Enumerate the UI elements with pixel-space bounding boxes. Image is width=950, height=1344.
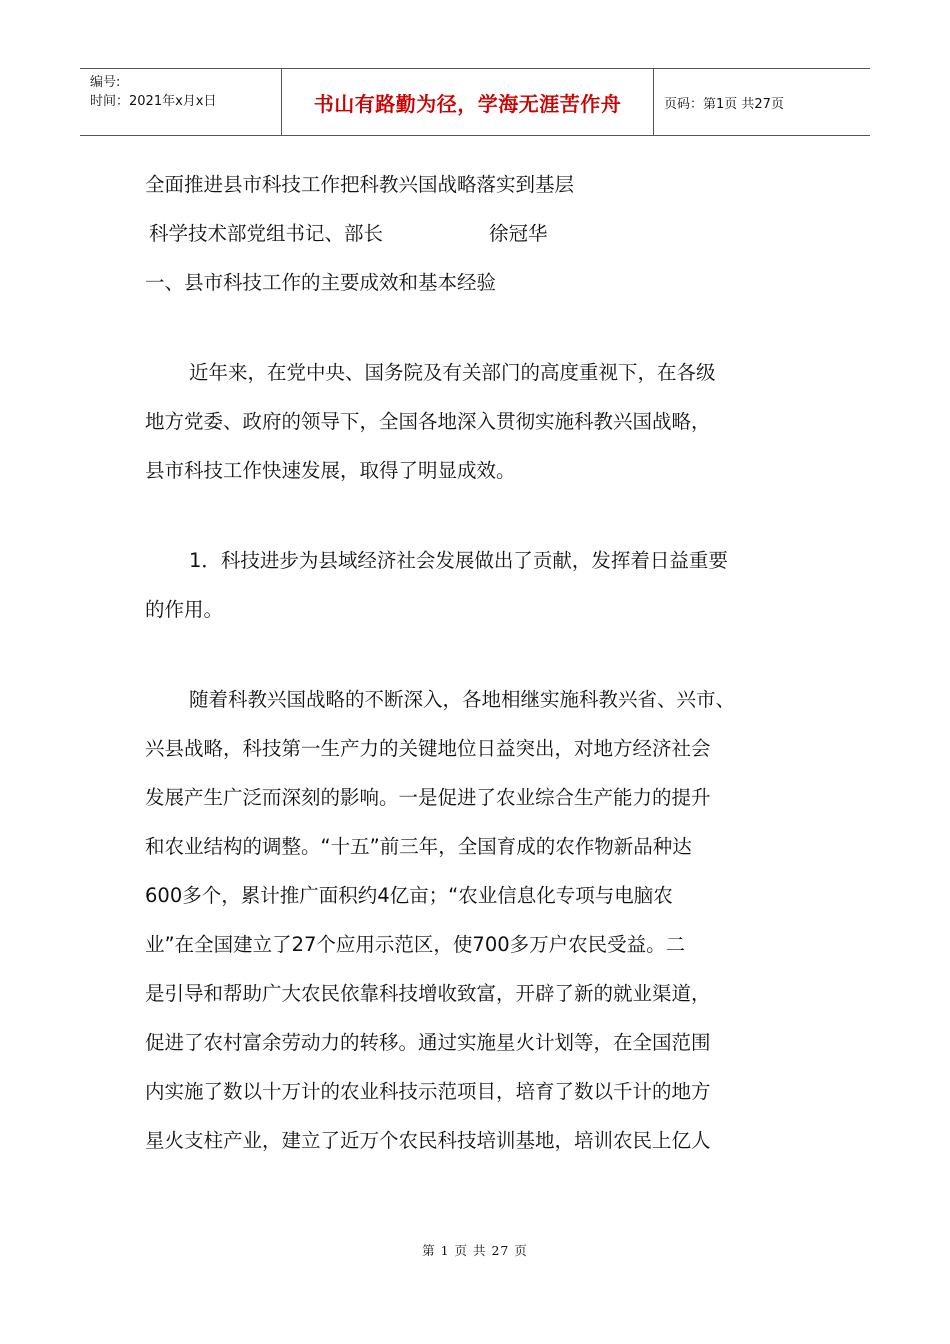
paragraph-line: 和农业结构的调整。“十五”前三年，全国育成的农作物新品种达 [145,835,692,858]
paragraph-line: 星火支柱产业，建立了近万个农民科技培训基地，培训农民上亿人 [145,1129,711,1152]
paragraph-gap [145,634,815,675]
paragraph-line: 内实施了数以十万计的农业科技示范项目，培育了数以千计的地方 [145,1080,711,1103]
paragraph-line: 600多个，累计推广面积约4亿亩；“农业信息化专项与电脑农 [145,884,673,907]
header-page-info: 页码：第1页 共27页 [664,96,784,112]
author-role: 科学技术部党组书记、部长 [149,222,384,245]
paragraph-line: 的作用。 [145,598,224,621]
author-line [145,209,815,258]
header-meta-cell [80,69,282,135]
paragraph-line: 县市科技工作快速发展，取得了明显成效。 [145,459,516,482]
point-one [145,536,815,634]
paragraph-line: 业”在全国建立了27个应用示范区，使700多万户农民受益。二 [145,933,686,956]
paragraph-line: 发展产生广泛而深刻的影响。一是促进了农业综合生产能力的提升 [145,786,711,809]
paragraph-line: 1．科技进步为县域经济社会发展做出了贡献，发挥着日益重要 [189,549,728,572]
author-name: 徐冠华 [489,222,548,245]
page-footer: 第 1 页 共 27 页 [422,1243,528,1258]
paragraph-gap [145,307,815,348]
paragraph-line: 兴县战略，科技第一生产力的关键地位日益突出，对地方经济社会 [145,737,711,760]
paragraph-line: 近年来，在党中央、国务院及有关部门的高度重视下，在各级 [189,361,716,384]
article-title: 全面推进县市科技工作把科教兴国战略落实到基层 [145,173,575,196]
paragraph-line: 促进了农村富余劳动力的转移。通过实施星火计划等，在全国范围 [145,1031,711,1054]
paragraph-detail [145,675,815,1165]
paragraph-line: 随着科教兴国战略的不断深入，各地相继实施科教兴省、兴市、 [189,688,736,711]
number-label: 编号: [90,75,121,90]
paragraph-line: 地方党委、政府的领导下，全国各地深入贯彻实施科教兴国战略， [145,410,711,433]
paragraph-gap [145,495,815,536]
document-header [80,68,870,136]
date-line: 时间：2021年x月x日 [90,94,217,109]
article-body [145,160,815,1165]
paragraph-line: 是引导和帮助广大农民依靠科技增收致富，开辟了新的就业渠道， [145,982,711,1005]
paragraph-intro [145,348,815,495]
section-heading: 一、县市科技工作的主要成效和基本经验 [145,271,497,294]
header-motto: 书山有路勤为径，学海无涯苦作舟 [282,69,654,135]
